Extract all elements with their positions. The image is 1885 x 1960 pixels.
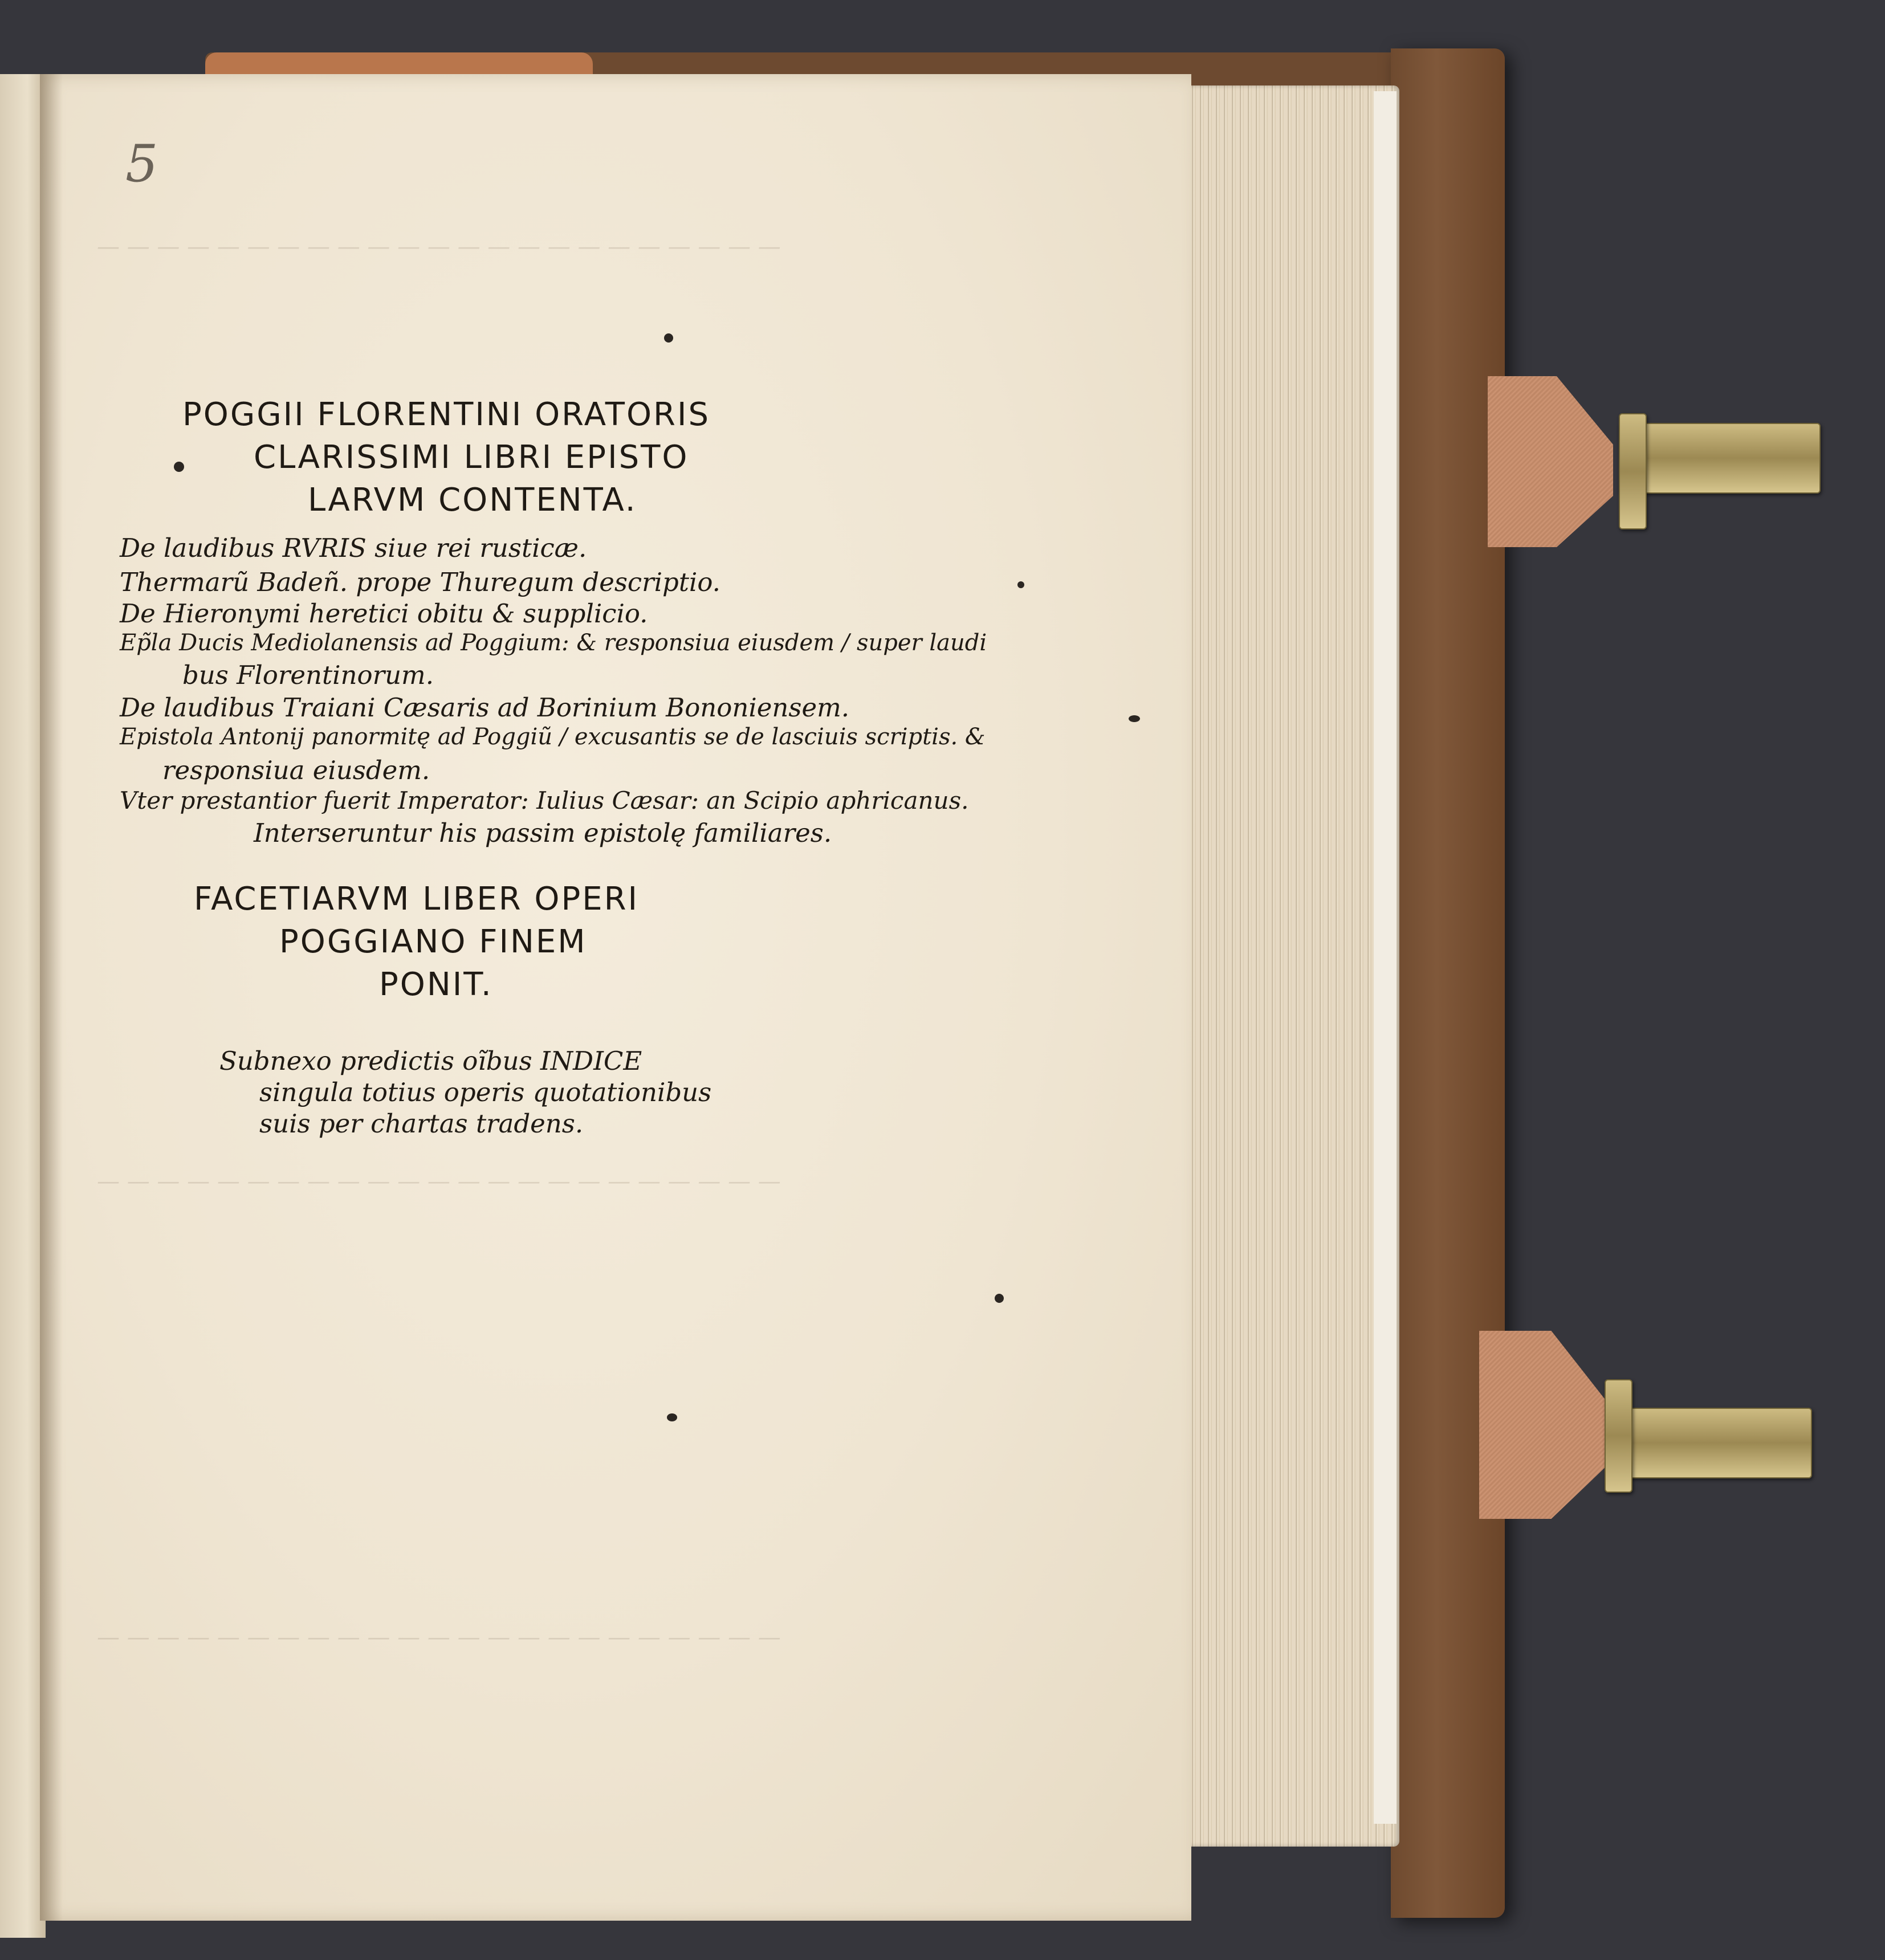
wormhole <box>1129 715 1140 722</box>
lower-clasp-metal <box>1610 1408 1812 1478</box>
lower-clasp-plate <box>1605 1379 1632 1493</box>
show-through-text: — — — — — — — — — — — — — — — — — — — — — — — <box>97 234 781 260</box>
contents-entry: Epistola Antonij panormitę ad Poggiũ / excusantis se de lasciuis scriptis. & <box>120 724 986 750</box>
left-facing-page-edge <box>0 74 46 1938</box>
contents-entry: Interseruntur his passim epistolę familiares. <box>254 818 832 848</box>
index-note-line: suis per chartas tradens. <box>259 1109 584 1139</box>
contents-entry: De laudibus Traiani Cæsaris ad Borinium Bononiensem. <box>120 692 850 723</box>
heading-line-1: POGGII FLORENTINI ORATORIS <box>182 396 711 433</box>
wormhole <box>995 1294 1004 1303</box>
endpaper-leaf <box>1374 91 1397 1824</box>
show-through-text: — — — — — — — — — — — — — — — — — — — — — — — <box>97 1168 781 1195</box>
facetiarum-line-3: PONIT. <box>379 966 493 1003</box>
index-note-line: singula totius operis quotationibus <box>259 1077 712 1107</box>
contents-entry-continuation: responsiua eiusdem. <box>162 755 430 785</box>
contents-entry: Thermarũ Badeñ. prope Thuregum descriptio. <box>120 567 720 597</box>
contents-entry: De laudibus RVRIS siue rei rusticæ. <box>120 533 587 563</box>
wormhole <box>1017 581 1024 588</box>
upper-clasp-strap <box>1488 376 1613 547</box>
wormhole <box>667 1413 677 1421</box>
contents-entry-continuation: bus Florentinorum. <box>182 660 434 690</box>
page-number: 5 <box>125 134 158 194</box>
gutter-shadow <box>40 74 63 1921</box>
upper-clasp-plate <box>1619 413 1647 529</box>
page-edges-stack <box>1180 85 1399 1847</box>
upper-clasp-metal <box>1619 423 1821 494</box>
show-through-text: — — — — — — — — — — — — — — — — — — — — — — — <box>97 1624 781 1651</box>
lower-clasp-strap <box>1479 1331 1610 1519</box>
facetiarum-line-2: POGGIANO FINEM <box>279 923 587 960</box>
facetiarum-line-1: FACETIARVM LIBER OPERI <box>194 881 640 918</box>
contents-entry: De Hieronymi heretici obitu & supplicio. <box>120 598 648 629</box>
contents-entry: Vter prestantior fuerit Imperator: Iulius Cæsar: an Scipio aphricanus. <box>120 787 969 814</box>
heading-line-3: LARVM CONTENTA. <box>308 482 637 519</box>
wormhole <box>664 333 673 343</box>
heading-line-2: CLARISSIMI LIBRI EPISTO <box>254 439 689 476</box>
contents-entry: Ep̃la Ducis Mediolanensis ad Poggium: & responsiua eiusdem / super laudi <box>120 630 987 656</box>
wormhole <box>174 462 184 472</box>
back-cover-board <box>1391 48 1505 1918</box>
index-note-line: Subnexo predictis oĩbus INDICE <box>219 1046 642 1076</box>
